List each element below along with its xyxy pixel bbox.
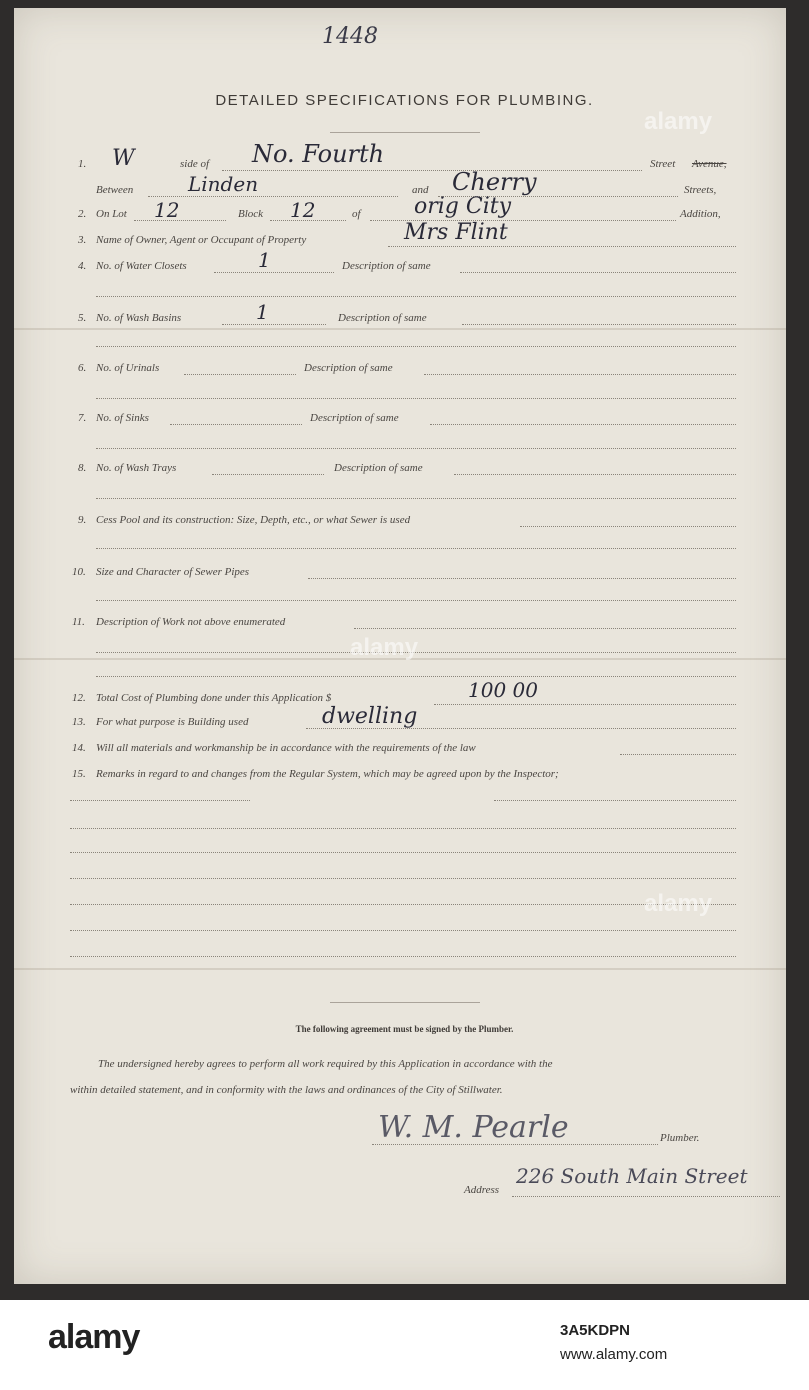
lot-value: 12 bbox=[154, 198, 180, 222]
stock-url[interactable]: www.alamy.com bbox=[560, 1346, 668, 1363]
watermark: alamy bbox=[644, 890, 713, 917]
agreement-heading: The following agreement must be signed by the Plumber. bbox=[295, 1024, 514, 1034]
item-number: 2. bbox=[78, 208, 87, 220]
other-work-label: Description of Work not above enumerated bbox=[96, 616, 286, 628]
address-label: Address bbox=[464, 1184, 500, 1196]
total-cost-value: 100 00 bbox=[468, 678, 538, 702]
fill-line bbox=[308, 578, 736, 579]
fill-line bbox=[148, 196, 398, 197]
item-number: 4. bbox=[78, 260, 87, 272]
item-number: 10. bbox=[72, 566, 86, 578]
street-label: Street bbox=[650, 158, 676, 170]
fill-line bbox=[222, 324, 326, 325]
water-closets-value: 1 bbox=[258, 248, 271, 272]
description-label: Description of same bbox=[304, 362, 393, 374]
agreement-text-line1: The undersigned hereby agrees to perform all work required by this Application in accordance with the bbox=[98, 1058, 553, 1070]
owner-value: Mrs Flint bbox=[404, 220, 508, 245]
signature-line bbox=[512, 1196, 780, 1197]
fill-line bbox=[96, 548, 736, 549]
fill-line bbox=[520, 526, 736, 527]
fill-line bbox=[434, 704, 736, 705]
fill-line bbox=[96, 448, 736, 449]
fill-line bbox=[222, 170, 642, 171]
stock-logo: alamy bbox=[48, 1318, 140, 1356]
fill-line bbox=[388, 246, 736, 247]
fill-line bbox=[96, 676, 736, 677]
fill-line bbox=[134, 220, 226, 221]
plumber-signature: W. M. Pearle bbox=[378, 1110, 569, 1145]
stock-image-id: 3A5KDPN bbox=[560, 1322, 631, 1339]
item-number: 1. bbox=[78, 158, 87, 170]
fill-line bbox=[70, 878, 736, 879]
water-closets-label: No. of Water Closets bbox=[96, 260, 187, 272]
streets-label: Streets, bbox=[684, 184, 717, 196]
form-title: DETAILED SPECIFICATIONS FOR PLUMBING. bbox=[215, 92, 594, 109]
fill-line bbox=[454, 474, 736, 475]
and-value: Cherry bbox=[452, 168, 537, 196]
plumber-label: Plumber. bbox=[660, 1132, 700, 1144]
building-use-value: dwelling bbox=[322, 704, 418, 729]
avenue-label: Avenue, bbox=[692, 158, 727, 170]
urinals-label: No. of Urinals bbox=[96, 362, 160, 374]
addition-label: Addition, bbox=[680, 208, 721, 220]
street-value: No. Fourth bbox=[252, 140, 385, 168]
between-value: Linden bbox=[188, 172, 259, 196]
item-number: 8. bbox=[78, 462, 87, 474]
fill-line bbox=[96, 498, 736, 499]
fill-line bbox=[70, 852, 736, 853]
fill-line bbox=[212, 474, 324, 475]
fill-line bbox=[460, 272, 736, 273]
fill-line bbox=[70, 956, 736, 957]
fill-line bbox=[96, 398, 736, 399]
item-number: 13. bbox=[72, 716, 86, 728]
agreement-text-line2: within detailed statement, and in conformity with the laws and ordinances of the City of Stillwater. bbox=[70, 1084, 503, 1096]
item-number: 14. bbox=[72, 742, 86, 754]
lot-label: On Lot bbox=[96, 208, 127, 220]
side-value: W bbox=[112, 146, 135, 171]
description-label: Description of same bbox=[310, 412, 399, 424]
side-label: side of bbox=[180, 158, 210, 170]
and-label: and bbox=[412, 184, 429, 196]
description-label: Description of same bbox=[342, 260, 431, 272]
address-value: 226 South Main Street bbox=[516, 1164, 748, 1188]
sinks-label: No. of Sinks bbox=[96, 412, 149, 424]
title-rule bbox=[330, 132, 480, 133]
fill-line bbox=[424, 374, 736, 375]
item-number: 6. bbox=[78, 362, 87, 374]
item-number: 9. bbox=[78, 514, 87, 526]
section-rule bbox=[330, 1002, 480, 1003]
fill-line bbox=[494, 800, 736, 801]
fill-line bbox=[170, 424, 302, 425]
cess-pool-label: Cess Pool and its construction: Size, Depth, etc., or what Sewer is used bbox=[96, 514, 411, 526]
paper-fold-line bbox=[14, 968, 786, 970]
fill-line bbox=[462, 324, 736, 325]
fill-line bbox=[70, 800, 250, 801]
fill-line bbox=[354, 628, 736, 629]
building-use-label: For what purpose is Building used bbox=[96, 716, 249, 728]
item-number: 5. bbox=[78, 312, 87, 324]
wash-basins-label: No. of Wash Basins bbox=[96, 312, 182, 324]
fill-line bbox=[620, 754, 736, 755]
fill-line bbox=[70, 930, 736, 931]
item-number: 3. bbox=[78, 234, 87, 246]
description-label: Description of same bbox=[338, 312, 427, 324]
paper-fold-line bbox=[14, 328, 786, 330]
remarks-label: Remarks in regard to and changes from the Regular System, which may be agreed upon by the Inspector; bbox=[96, 768, 559, 780]
between-label: Between bbox=[96, 184, 134, 196]
block-label: Block bbox=[238, 208, 264, 220]
owner-label: Name of Owner, Agent or Occupant of Property bbox=[96, 234, 307, 246]
block-value: 12 bbox=[290, 198, 316, 222]
wash-trays-label: No. of Wash Trays bbox=[96, 462, 177, 474]
item-number: 12. bbox=[72, 692, 86, 704]
description-label: Description of same bbox=[334, 462, 423, 474]
fill-line bbox=[96, 296, 736, 297]
item-number: 11. bbox=[72, 616, 85, 628]
sewer-pipes-label: Size and Character of Sewer Pipes bbox=[96, 566, 250, 578]
total-cost-label: Total Cost of Plumbing done under this Application $ bbox=[96, 692, 332, 704]
fill-line bbox=[430, 424, 736, 425]
fill-line bbox=[70, 904, 736, 905]
materials-label: Will all materials and workmanship be in accordance with the requirements of the law bbox=[96, 742, 476, 754]
document-number: 1448 bbox=[322, 24, 378, 49]
fill-line bbox=[96, 346, 736, 347]
fill-line bbox=[70, 828, 736, 829]
watermark: alamy bbox=[644, 108, 713, 135]
item-number: 7. bbox=[78, 412, 87, 424]
fill-line bbox=[96, 600, 736, 601]
fill-line bbox=[214, 272, 334, 273]
wash-basins-value: 1 bbox=[256, 300, 269, 324]
of-label: of bbox=[352, 208, 361, 220]
watermark: alamy bbox=[350, 634, 419, 661]
fill-line bbox=[184, 374, 296, 375]
of-value: orig City bbox=[414, 194, 512, 219]
item-number: 15. bbox=[72, 768, 86, 780]
